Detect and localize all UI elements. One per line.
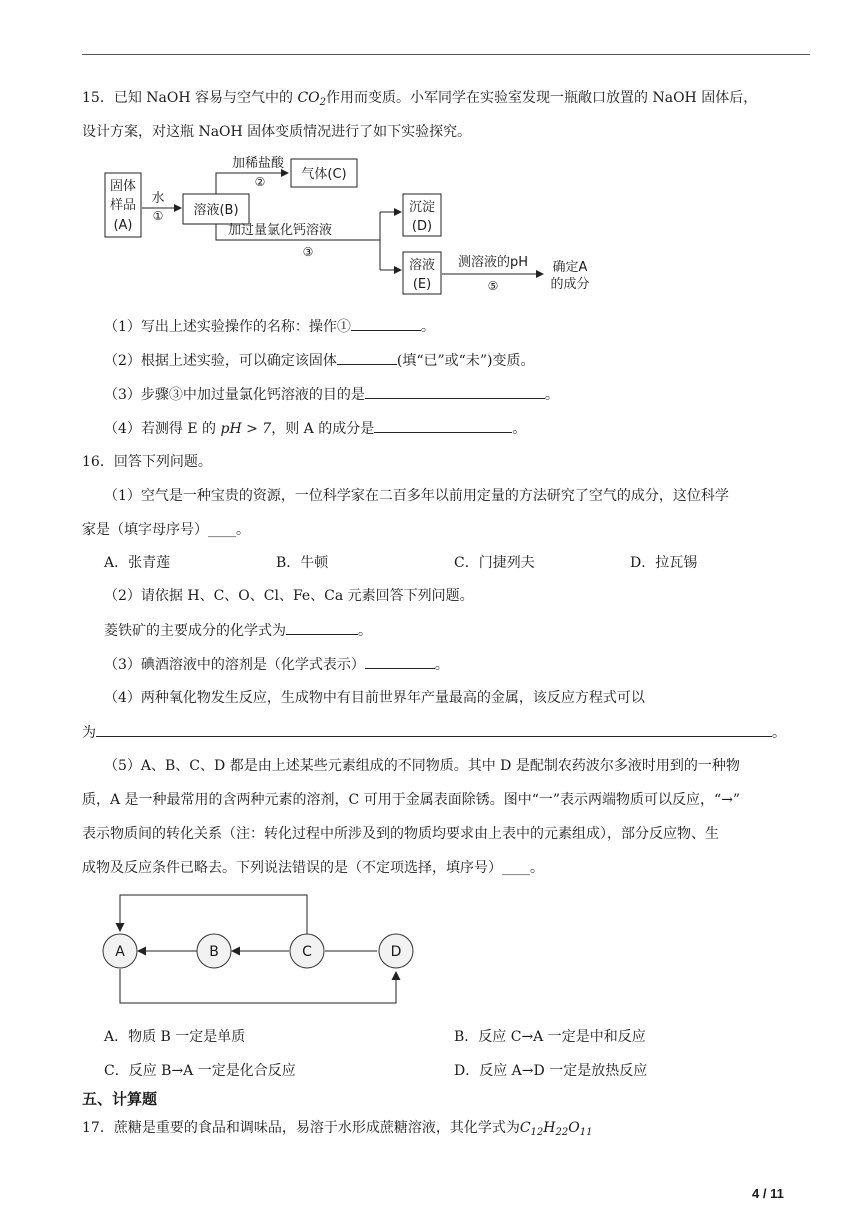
q15-flow-diagram bbox=[98, 152, 608, 302]
q16-opt1-a: A．张青莲 bbox=[104, 555, 171, 571]
box-a-line1: 固体 bbox=[109, 179, 137, 194]
section-title: 五、计算题 bbox=[82, 1090, 158, 1108]
step3-label: ③ bbox=[302, 245, 314, 259]
q16-opt1-b: B．牛顿 bbox=[276, 555, 329, 571]
q16-opt5-d: D．反应 A→D 一定是放热反应 bbox=[454, 1063, 648, 1079]
box-a-line3: (A) bbox=[113, 218, 133, 233]
q16-p1-line1: （1）空气是一种宝贵的资源，一位科学家在二百多年以前用定量的方法研究了空气的成分，这位科学 bbox=[104, 488, 729, 504]
blank-16-3[interactable] bbox=[365, 654, 435, 669]
step5-label: ⑤ bbox=[487, 279, 499, 293]
q16-opt5-b: B．反应 C→A 一定是中和反应 bbox=[454, 1029, 646, 1045]
q16-p3: （3）碘酒溶液中的溶剂是（化学式表示） 。 bbox=[104, 654, 449, 675]
node-c-label: C bbox=[302, 944, 312, 960]
box-d-line1: 沉淀 bbox=[408, 200, 436, 215]
page-number: 4 / 11 bbox=[752, 1186, 784, 1201]
blank-15-2[interactable] bbox=[337, 350, 397, 365]
q16-p5-line4: 成物及反应条件已略去。下列说法错误的是（不定项选择，填序号）____。 bbox=[82, 860, 544, 876]
result-line1: 确定A bbox=[552, 260, 588, 275]
node-a-label: A bbox=[115, 944, 125, 960]
blank-15-4[interactable] bbox=[374, 418, 512, 433]
q16-p4-line2: 为 。 bbox=[82, 722, 786, 743]
q16-title: 16．回答下列问题。 bbox=[82, 454, 212, 470]
acid-label: 加稀盐酸 bbox=[231, 156, 285, 171]
q16-opt5-c: C．反应 B→A 一定是化合反应 bbox=[104, 1063, 296, 1079]
q15-sub1: （1）写出上述实验操作的名称：操作① 。 bbox=[104, 316, 435, 337]
q16-relation-diagram bbox=[98, 888, 428, 1012]
q15-intro-line2: 设计方案，对这瓶 NaOH 固体变质情况进行了如下实验探究。 bbox=[82, 124, 472, 140]
q16-p1-line2: 家是（填字母序号）____。 bbox=[82, 522, 250, 538]
q16-p5-line2: 质，A 是一种最常用的含两种元素的溶剂，C 可用于金属表面除锈。图中“一”表示两端物质可以反应，“→” bbox=[82, 792, 741, 808]
q15-sub2: （2）根据上述实验，可以确定该固体 (填“已”或“未”)变质。 bbox=[104, 350, 534, 371]
q16-opt1-c: C．门捷列夫 bbox=[454, 555, 535, 571]
blank-15-3[interactable] bbox=[365, 384, 545, 399]
q15-sub4: （4）若测得 E 的 pH > 7，则 A 的成分是 。 bbox=[104, 418, 526, 439]
box-c-label: 气体(C) bbox=[301, 167, 347, 182]
step1-label: ① bbox=[152, 209, 164, 223]
node-d-label: D bbox=[390, 944, 402, 960]
q17-text: 17．蔗糖是重要的食品和调味品，易溶于水形成蔗糖溶液，其化学式为$C_{12}H_{22}O_{11}$ bbox=[82, 1120, 593, 1138]
q16-p5-line1: （5）A、B、C、D 都是由上述某些元素组成的不同物质。其中 D 是配制农药波尔多液时用到的一种物 bbox=[104, 758, 740, 774]
top-rule bbox=[82, 54, 810, 55]
cacl2-label: 加过量氯化钙溶液 bbox=[227, 223, 333, 238]
q15-intro-line1: 15．已知 NaOH 容易与空气中的 $CO_2$作用而变质。小军同学在实验室发现一瓶敞口放置的 NaOH 固体后， bbox=[82, 90, 758, 108]
blank-16-2[interactable] bbox=[286, 620, 358, 635]
node-b-label: B bbox=[209, 944, 219, 960]
q16-p4-line1: （4）两种氧化物发生反应，生成物中有目前世界年产量最高的金属，该反应方程式可以 bbox=[104, 690, 645, 706]
blank-16-4[interactable] bbox=[96, 722, 772, 737]
result-line2: 的成分 bbox=[550, 277, 590, 292]
blank-15-1[interactable] bbox=[351, 316, 421, 331]
box-b-label: 溶液(B) bbox=[193, 203, 239, 218]
q16-p2: （2）请依据 H、C、O、Cl、Fe、Ca 元素回答下列问题。 bbox=[104, 588, 474, 604]
q16-p2-sub: 菱铁矿的主要成分的化学式为 。 bbox=[104, 620, 372, 641]
ph-label: 测溶液的pH bbox=[457, 255, 529, 270]
q16-opt1-d: D．拉瓦锡 bbox=[630, 555, 698, 571]
box-d-line2: (D) bbox=[411, 219, 433, 234]
water-label: 水 bbox=[151, 191, 165, 206]
box-a-line2: 样品 bbox=[109, 198, 137, 213]
q16-p5-line3: 表示物质间的转化关系（注：转化过程中所涉及到的物质均要求由上表中的元素组成），部分反应物、生 bbox=[82, 826, 719, 842]
box-e-line2: (E) bbox=[412, 277, 432, 292]
q15-sub3: （3）步骤③中加过量氯化钙溶液的目的是 。 bbox=[104, 384, 559, 405]
step2-label: ② bbox=[254, 175, 266, 189]
q16-opt5-a: A．物质 B 一定是单质 bbox=[104, 1029, 246, 1045]
box-e-line1: 溶液 bbox=[408, 258, 436, 273]
